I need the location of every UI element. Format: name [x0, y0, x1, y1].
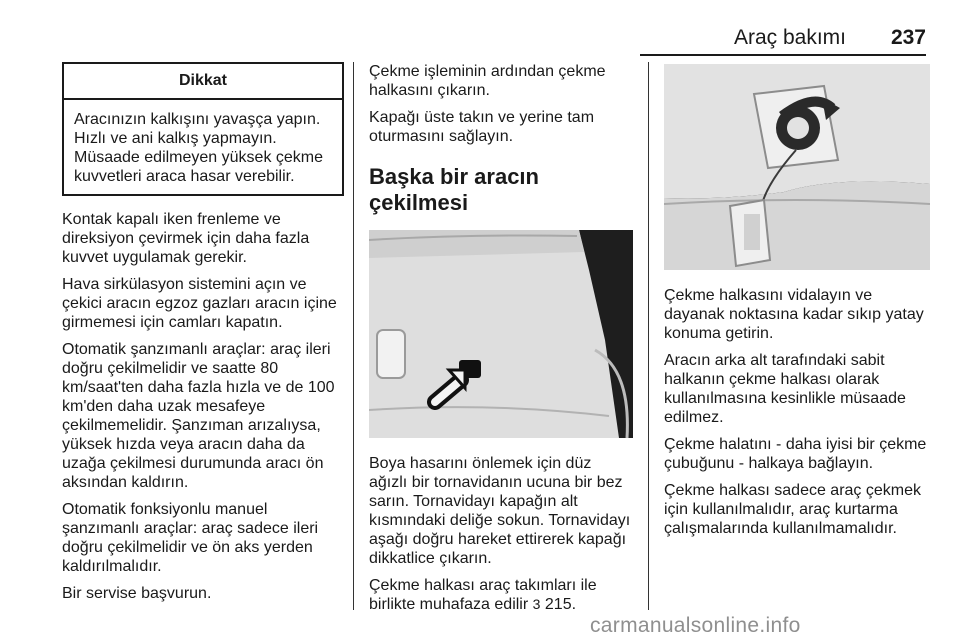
rear-bumper-cover-illustration: [369, 230, 633, 438]
right-column: [664, 62, 930, 546]
paragraph: Bir servise başvurun.: [62, 585, 212, 602]
left-column: [62, 62, 344, 611]
paragraph: Çekme halkası sadece araç çekmek için kullanılmalıdır, araç kurtarma çalışmalarında kullanılmamalıdır.: [664, 482, 921, 537]
section-heading: Başka bir aracın çekilmesi: [369, 164, 539, 215]
page-header: [640, 18, 926, 56]
paragraph: Otomatik şanzımanlı araçlar: araç ileri doğru çekilmelidir ve saatte 80 km/saat'ten daha fazla hızla ve de 100 km'den daha uzak mesafeye çekilmemelidir. Şanzıman arızalıysa, yüksek hızda veya aracın daha da uzağa çekilmesi durumunda aracı ön aksından kaldırın.: [62, 341, 335, 491]
page-reference-arrow-icon: 3: [532, 596, 541, 612]
paragraph: Çekme halatını - daha iyisi bir çekme çubuğunu - halkaya bağlayın.: [664, 436, 927, 472]
caution-box: [62, 62, 344, 196]
paragraph: Aracın arka alt tarafındaki sabit halkanın çekme halkası olarak kullanılmasına kesinlikle müsaade edilmez.: [664, 352, 906, 426]
caution-title: Dikkat: [64, 64, 342, 100]
page-reference: 215.: [544, 596, 577, 613]
paragraph: Boya hasarını önlemek için düz ağızlı bir tornavidanın ucuna bir bez sarın. Tornavidayı kapağın alt kısmındaki deliğe sokun. Tornavidayı aşağı doğru hareket ettirerek kapağı dikkatlice çıkarın.: [369, 455, 631, 567]
paragraph: Kapağı üste takın ve yerine tam oturmasını sağlayın.: [369, 109, 595, 145]
watermark: carmanualsonline.info: [590, 614, 801, 637]
paragraph: [369, 576, 633, 614]
section-title: Araç bakımı: [733, 26, 846, 49]
caution-text: Aracınızın kalkışını yavaşça yapın. Hızlı ve ani kalkış yapmayın. Müsaade edilmeyen yüksek çekme kuvvetleri araca hasar verebilir.: [74, 111, 324, 185]
paragraph: Kontak kapalı iken frenleme ve direksiyon çevirmek için daha fazla kuvvet uygulamak gerekir.: [62, 211, 310, 266]
column-divider: [353, 62, 354, 610]
paragraph-text: Çekme halkası araç takımları ile birlikte muhafaza edilir: [369, 577, 597, 613]
column-divider: [648, 62, 649, 610]
middle-column: [369, 62, 633, 622]
paragraph: Çekme işleminin ardından çekme halkasını çıkarın.: [369, 63, 606, 99]
paragraph: Otomatik fonksiyonlu manuel şanzımanlı araçlar: araç sadece ileri doğru çekilmelidir ve ön aks yerden kaldırılmalıdır.: [62, 501, 319, 575]
page-number: 237: [890, 26, 926, 49]
towing-eye-illustration: [664, 64, 930, 270]
paragraph: Hava sirkülasyon sistemini açın ve çekici aracın egzoz gazları aracın içine girmemesi için camları kapatın.: [62, 276, 337, 331]
paragraph: Çekme halkasını vidalayın ve dayanak noktasına kadar sıkıp yatay konuma getirin.: [664, 287, 924, 342]
